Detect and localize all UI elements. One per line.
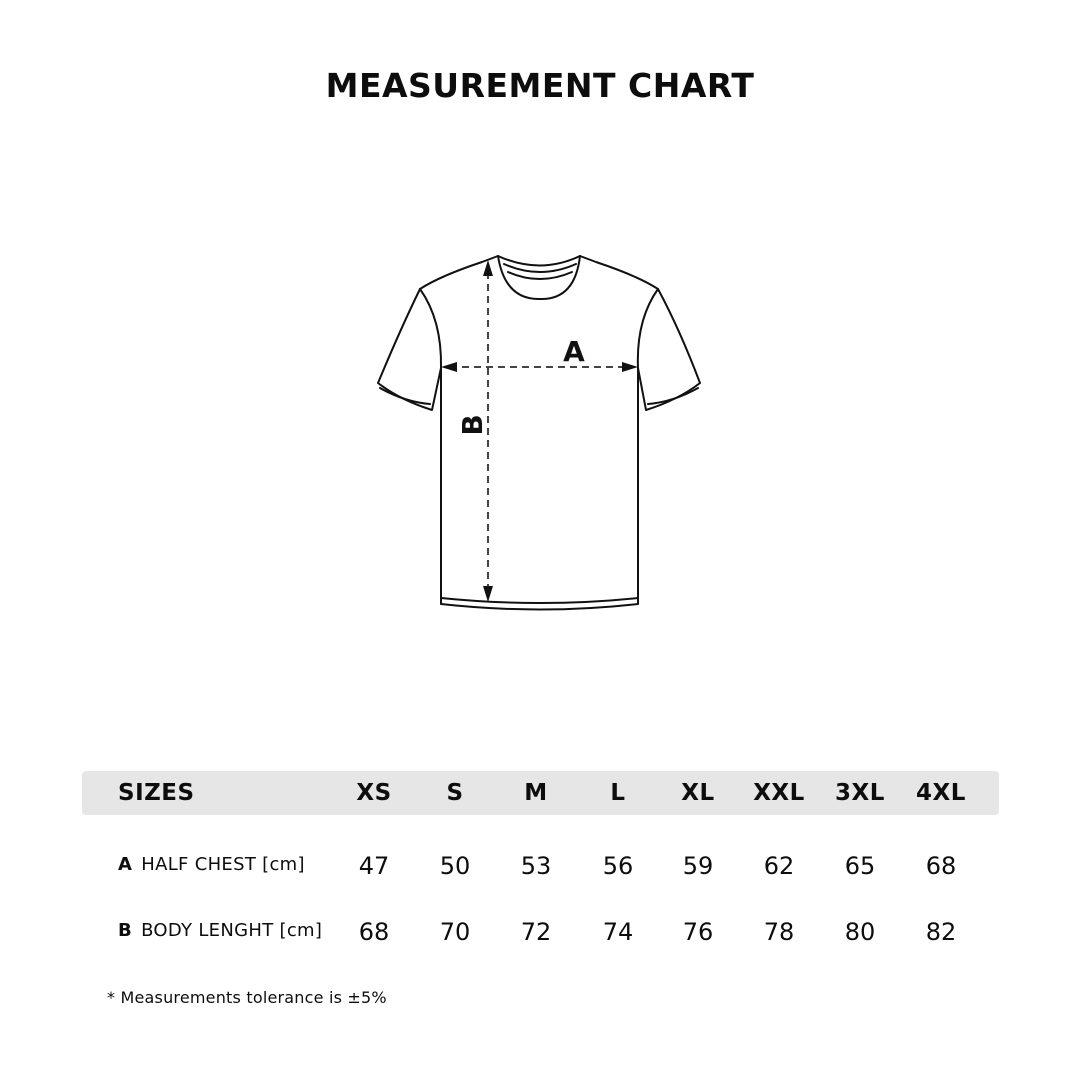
body-length-xxl: 78 xyxy=(763,918,795,946)
size-header-xs: XS xyxy=(356,780,392,806)
size-header-xxl: XXL xyxy=(753,780,805,806)
size-header-m: M xyxy=(524,780,548,806)
half-chest-4xl: 68 xyxy=(925,852,957,880)
row-label-half-chest xyxy=(118,853,305,877)
half-chest-xxl: 62 xyxy=(763,852,795,880)
size-header-4xl: 4XL xyxy=(916,780,966,806)
row-letter-b: B xyxy=(118,920,133,941)
tshirt-outline xyxy=(378,256,700,610)
label-a: A xyxy=(563,335,585,368)
length-bottom-arrow-icon xyxy=(483,586,493,602)
length-top-arrow-icon xyxy=(483,260,493,276)
body-length-xl: 76 xyxy=(682,918,714,946)
size-header-xl: XL xyxy=(681,780,715,806)
size-header-s: S xyxy=(446,780,464,806)
half-chest-s: 50 xyxy=(439,852,471,880)
tolerance-footnote: * Measurements tolerance is ±5% xyxy=(107,988,387,1007)
body-length-m: 72 xyxy=(520,918,552,946)
body-length-l: 74 xyxy=(602,918,634,946)
chest-right-arrow-icon xyxy=(622,362,638,372)
body-length-s: 70 xyxy=(439,918,471,946)
half-chest-3xl: 65 xyxy=(844,852,876,880)
body-length-xs: 68 xyxy=(358,918,390,946)
size-header-l: L xyxy=(610,780,626,806)
sizes-header: SIZES xyxy=(118,780,195,806)
label-b: B xyxy=(456,414,489,436)
row-text-half-chest: HALF CHEST [cm] xyxy=(141,854,305,875)
half-chest-xs: 47 xyxy=(358,852,390,880)
body-length-4xl: 82 xyxy=(925,918,957,946)
half-chest-l: 56 xyxy=(602,852,634,880)
page-title: MEASUREMENT CHART xyxy=(325,66,755,105)
half-chest-m: 53 xyxy=(520,852,552,880)
row-letter-a: A xyxy=(118,854,133,875)
row-text-body-length: BODY LENGHT [cm] xyxy=(141,920,323,941)
half-chest-xl: 59 xyxy=(682,852,714,880)
size-header-3xl: 3XL xyxy=(835,780,885,806)
body-length-3xl: 80 xyxy=(844,918,876,946)
row-label-body-length xyxy=(118,919,322,943)
chest-left-arrow-icon xyxy=(441,362,457,372)
